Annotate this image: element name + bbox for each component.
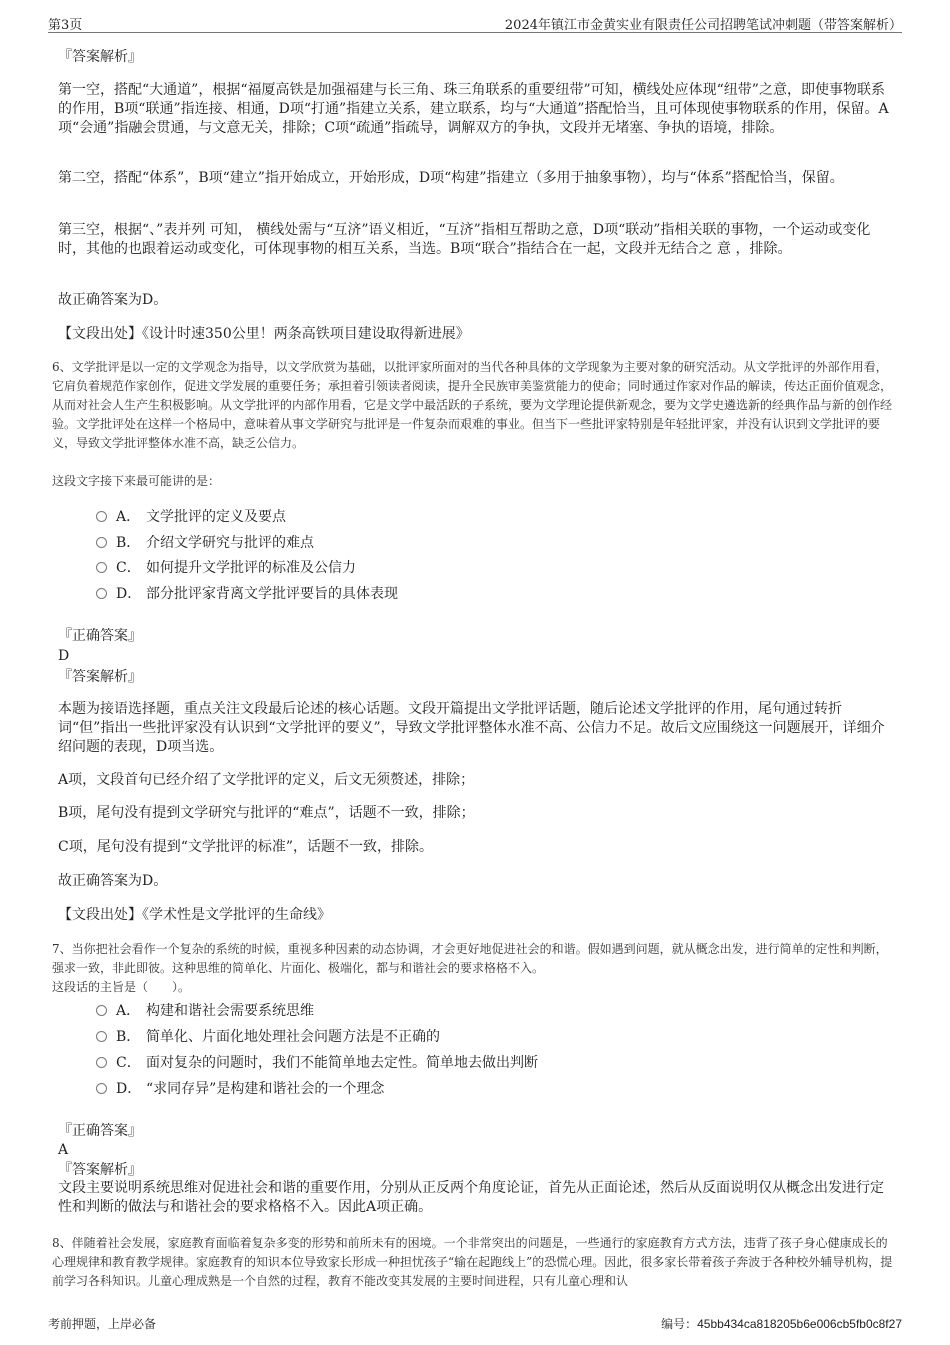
radio-icon[interactable]: [96, 1031, 107, 1042]
option-text: 介绍文学研究与批评的难点: [146, 535, 314, 551]
q5-conclusion: 故正确答案为D。: [58, 292, 168, 308]
q6-conclusion: 故正确答案为D。: [58, 873, 168, 889]
q6-analysis-para-1: 本题为接语选择题，重点关注文段最后论述的核心话题。文段开篇提出文学批评话题，随后论述文学批评的作用，尾句通过转折词“但”指出一些批评家没有认识到“文学批评的要义”，导致文学批评整体水准不高、公信力不足。故后文应围绕这一问题展开，详细介绍问题的表现，D项当选。: [58, 701, 885, 755]
q6-analysis-label: 『答案解析』: [58, 669, 142, 685]
q7-option-d[interactable]: [96, 1079, 384, 1099]
radio-icon[interactable]: [96, 588, 107, 599]
q7-option-a[interactable]: [96, 1001, 314, 1021]
option-text: “求同存异”是构建和谐社会的一个理念: [146, 1081, 385, 1097]
option-key: A．: [116, 1003, 141, 1019]
radio-icon[interactable]: [96, 562, 107, 573]
footer-slogan: 考前押题，上岸必备: [48, 1317, 157, 1331]
q5-analysis-para-2: 第二空，搭配“体系”，B项“建立”指开始成立，开始形成，D项“构建”指建立（多用于抽象事物），均与“体系”搭配恰当，保留。: [58, 170, 844, 186]
q5-analysis-para-1: 第一空，搭配“大通道”，根据“福厦高铁是加强福建与长三角、珠三角联系的重要纽带”可知，横线处应体现“纽带”之意，即使事物联系的作用，B项“联通”指连接、相通，D项“打通”指建立关系，建立联系，均与“大通道”搭配恰当，且可体现使事物联系的作用，保留。A项“会通”指融会贯通，与文意无关，排除；C项“疏通”指疏导，调解双方的争执，文段并无堵塞、争执的语境，排除。: [58, 82, 889, 136]
q6-option-a[interactable]: [96, 507, 286, 527]
q6-answer-label: 『正确答案』: [58, 628, 142, 644]
q6-analysis-para-3: B项，尾句没有提到文学研究与批评的“难点”，话题不一致，排除；: [58, 805, 475, 821]
option-text: 如何提升文学批评的标准及公信力: [146, 560, 356, 576]
page-footer: [48, 1313, 902, 1335]
q7-option-b[interactable]: [96, 1027, 440, 1047]
radio-icon[interactable]: [96, 537, 107, 548]
q6-option-d[interactable]: [96, 584, 398, 604]
option-text: 构建和谐社会需要系统思维: [146, 1003, 314, 1019]
option-text: 面对复杂的问题时，我们不能简单地去定性。简单地去做出判断: [146, 1055, 538, 1071]
q7-question: 这段话的主旨是（ ）。: [52, 980, 191, 994]
q6-stem: 6、文学批评是以一定的文学观念为指导，以文学欣赏为基础，以批评家所面对的当代各种具体的文学现象为主要对象的研究活动。从文学批评的外部作用看，它肩负着规范作家创作，促进文学发展的重要任务；承担着引领读者阅读，提升全民族审美鉴赏能力的使命；同时通过作家对作品的解读，传达正面价值观念，从而对社会人生产生积极影响。从文学批评的内部作用看，它是文学中最活跃的子系统，要为文学理论提供新观念，要为文学史遴选新的经典作品与新的创作经验。文学批评处在这样一个格局中，意味着从事文学研究与批评是一件复杂而艰难的事业。但当下一些批评家特别是年轻批评家，并没有认识到文学批评的要义，导致文学批评整体水准不高，缺乏公信力。: [52, 360, 893, 450]
q6-analysis-para-2: A项，文段首句已经介绍了文学批评的定义，后文无须赘述，排除；: [58, 772, 475, 788]
q5-analysis-para-3: 第三空，根据“、”表并列 可知， 横线处需与“互济”语义相近，“互济”指相互帮助之意，D项“联动”指相关联的事物，一个运动或变化时，其他的也跟着运动或变化，可体现事物的相互关系，当选。B项“联合”指结合在一起，文段并无结合之 意 ，排除。: [58, 222, 871, 257]
q6-option-c[interactable]: [96, 558, 356, 578]
q7-analysis-label: 『答案解析』: [58, 1162, 142, 1178]
option-text: 简单化、片面化地处理社会问题方法是不正确的: [146, 1029, 440, 1045]
footer-code-label: 编号：: [661, 1317, 698, 1331]
q5-analysis-label: 『答案解析』: [58, 49, 142, 65]
document-title: 2024年镇江市金黄实业有限责任公司招聘笔试冲刺题（带答案解析）: [504, 18, 902, 33]
q5-source: 【文段出处】《设计时速350公里！两条高铁项目建设取得新进展》: [58, 326, 470, 342]
option-key: C．: [116, 1055, 141, 1071]
option-key: A．: [116, 509, 141, 525]
q7-answer-label: 『正确答案』: [58, 1123, 142, 1139]
option-key: D．: [116, 586, 142, 602]
footer-code: 45bb434ca818205b6e006cb5fb0c8f27: [697, 1317, 902, 1331]
option-key: B．: [116, 535, 141, 551]
q6-answer: D: [58, 648, 70, 664]
q6-question: 这段文字接下来最可能讲的是：: [52, 474, 221, 488]
option-key: B．: [116, 1029, 141, 1045]
radio-icon[interactable]: [96, 1005, 107, 1016]
q7-option-c[interactable]: [96, 1053, 538, 1073]
q7-stem: 7、当你把社会看作一个复杂的系统的时候，重视多种因素的动态协调，才会更好地促进社会的和谐。假如遇到问题，就从概念出发，进行简单的定性和判断，强求一致，非此即彼。这种思维的简单化、片面化、极端化，都与和谐社会的要求格格不入。: [52, 942, 888, 975]
radio-icon[interactable]: [96, 511, 107, 522]
q7-analysis: 文段主要说明系统思维对促进社会和谐的重要作用，分别从正反两个角度论证，首先从正面论述，然后从反面说明仅从概念出发进行定性和判断的做法与和谐社会的要求格格不入。因此A项正确。: [58, 1180, 884, 1215]
page-number: 第3页: [48, 18, 83, 33]
q8-stem: 8、伴随着社会发展，家庭教育面临着复杂多变的形势和前所未有的困境。一个非常突出的问题是，一些通行的家庭教育方式方法，违背了孩子身心健康成长的心理规律和教育教学规律。家庭教育的知识本位导致家长形成一种担忧孩子“输在起跑线上”的恐慌心理。因此，很多家长带着孩子奔波于各种校外辅导机构，提前学习各科知识。儿童心理成熟是一个自然的过程，教育不能改变其发展的主要时间进程，只有儿童心理和认: [52, 1236, 893, 1288]
q6-option-b[interactable]: [96, 533, 314, 553]
radio-icon[interactable]: [96, 1083, 107, 1094]
page-header: [48, 10, 902, 33]
q7-answer: A: [58, 1142, 69, 1158]
q6-analysis-para-4: C项，尾句没有提到“文学批评的标准”，话题不一致，排除。: [58, 839, 434, 855]
option-text: 文学批评的定义及要点: [146, 509, 286, 525]
option-key: C．: [116, 560, 141, 576]
footer-code-wrap: [661, 1315, 902, 1332]
option-text: 部分批评家背离文学批评要旨的具体表现: [146, 586, 398, 602]
option-key: D．: [116, 1081, 142, 1097]
q6-source: 【文段出处】《学术性是文学批评的生命线》: [58, 907, 331, 923]
radio-icon[interactable]: [96, 1057, 107, 1068]
